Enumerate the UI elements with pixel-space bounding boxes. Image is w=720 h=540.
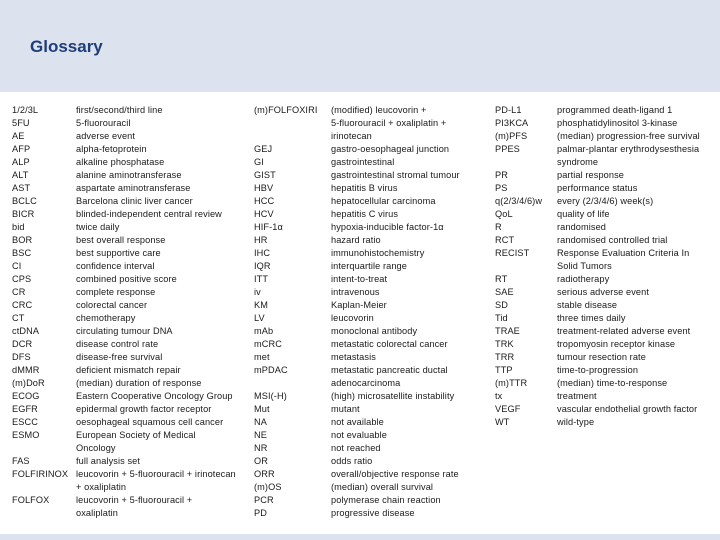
glossary-term: ESMO: [12, 430, 40, 440]
glossary-term: Mut: [254, 404, 270, 414]
glossary-definition: disease-free survival: [76, 352, 163, 362]
glossary-definition: 5-fluorouracil: [76, 118, 131, 128]
glossary-definition: (modified) leucovorin +: [331, 105, 427, 115]
abbreviation-column-2: [254, 104, 317, 520]
glossary-definition: stable disease: [557, 300, 618, 310]
glossary-term: GIST: [254, 170, 276, 180]
glossary-definition: hypoxia-inducible factor-1α: [331, 222, 444, 232]
glossary-definition: randomised controlled trial: [557, 235, 668, 245]
glossary-term: HIF-1α: [254, 222, 283, 232]
glossary-term: KM: [254, 300, 268, 310]
definition-column-3: [557, 104, 700, 429]
glossary-definition: (median) overall survival: [331, 482, 434, 492]
glossary-term: mAb: [254, 326, 274, 336]
glossary-term: (m)FOLFOXIRI: [254, 105, 318, 115]
glossary-term: CI: [12, 261, 22, 271]
glossary-term: TRR: [495, 352, 515, 362]
glossary-term: FOLFIRINOX: [12, 469, 69, 479]
glossary-term: PD: [254, 508, 267, 518]
definition-column-2: [331, 104, 460, 520]
glossary-definition: best overall response: [76, 235, 166, 245]
glossary-definition: gastro-oesophageal junction: [331, 144, 450, 154]
glossary-definition: irinotecan: [331, 131, 372, 141]
glossary-term: 5FU: [12, 118, 30, 128]
glossary-definition: European Society of Medical: [76, 430, 196, 440]
glossary-definition: odds ratio: [331, 456, 373, 466]
glossary-term: [254, 377, 317, 390]
glossary-definition: best supportive care: [76, 248, 161, 258]
glossary-definition: circulating tumour DNA: [76, 326, 173, 336]
glossary-definition: time-to-progression: [557, 365, 639, 375]
glossary-term: HBV: [254, 183, 274, 193]
glossary-definition: leucovorin: [331, 313, 374, 323]
glossary-term: DCR: [12, 339, 33, 349]
glossary-term: TRAE: [495, 326, 520, 336]
glossary-definition: partial response: [557, 170, 624, 180]
glossary-term: met: [254, 352, 270, 362]
glossary-definition: intent-to-treat: [331, 274, 388, 284]
glossary-definition: epidermal growth factor receptor: [76, 404, 212, 414]
glossary-term: NR: [254, 443, 268, 453]
glossary-definition: + oxaliplatin: [76, 482, 127, 492]
glossary-definition: gastrointestinal: [331, 157, 395, 167]
glossary-term: Tid: [495, 313, 508, 323]
glossary-definition: every (2/3/4/6) week(s): [557, 196, 654, 206]
glossary-term: (m)DoR: [12, 378, 45, 388]
glossary-term: RECIST: [495, 248, 530, 258]
glossary-definition: tumour resection rate: [557, 352, 646, 362]
glossary-term: (m)PFS: [495, 131, 528, 141]
glossary-term: TTP: [495, 365, 513, 375]
glossary-term: [254, 117, 317, 130]
glossary-definition: palmar-plantar erythrodysesthesia: [557, 144, 700, 154]
glossary-definition: syndrome: [557, 157, 599, 167]
glossary-term: [12, 442, 68, 455]
glossary-term: CPS: [12, 274, 32, 284]
glossary-definition: Eastern Cooperative Oncology Group: [76, 391, 233, 401]
glossary-definition: metastasis: [331, 352, 376, 362]
glossary-definition: intravenous: [331, 287, 380, 297]
glossary-definition: alanine aminotransferase: [76, 170, 182, 180]
glossary-term: BOR: [12, 235, 33, 245]
glossary-term: NE: [254, 430, 267, 440]
glossary-term: CT: [12, 313, 25, 323]
glossary-definition: quality of life: [557, 209, 610, 219]
glossary-definition: randomised: [557, 222, 607, 232]
glossary-term: TRK: [495, 339, 514, 349]
abbreviation-column-3: [495, 104, 542, 429]
glossary-definition: tropomyosin receptor kinase: [557, 339, 676, 349]
glossary-definition: phosphatidylinositol 3-kinase: [557, 118, 678, 128]
glossary-definition: chemotherapy: [76, 313, 136, 323]
glossary-term: R: [495, 222, 502, 232]
page-title: Glossary: [30, 37, 103, 56]
glossary-term: AFP: [12, 144, 31, 154]
glossary-definition: (median) duration of response: [76, 378, 202, 388]
glossary-term: tx: [495, 391, 503, 401]
glossary-definition: wild-type: [557, 417, 595, 427]
glossary-term: PI3KCA: [495, 118, 529, 128]
glossary-term: WT: [495, 417, 510, 427]
glossary-term: [12, 507, 68, 520]
glossary-definition: Kaplan-Meier: [331, 300, 387, 310]
glossary-definition: combined positive score: [76, 274, 177, 284]
glossary-definition: Oncology: [76, 443, 116, 453]
definition-column-1: [76, 104, 236, 520]
glossary-definition: leucovorin + 5-fluorouracil +: [76, 495, 193, 505]
glossary-definition: metastatic pancreatic ductal: [331, 365, 448, 375]
glossary-term: ALT: [12, 170, 29, 180]
glossary-term: bid: [12, 222, 25, 232]
glossary-definition: immunohistochemistry: [331, 248, 425, 258]
glossary-term: EGFR: [12, 404, 38, 414]
glossary-term: PS: [495, 183, 508, 193]
glossary-definition: mutant: [331, 404, 360, 414]
glossary-term: FAS: [12, 456, 30, 466]
glossary-definition: oxaliplatin: [76, 508, 118, 518]
glossary-term: PPES: [495, 144, 520, 154]
glossary-definition: performance status: [557, 183, 638, 193]
glossary-definition: radiotherapy: [557, 274, 610, 284]
glossary-definition: adverse event: [76, 131, 136, 141]
glossary-definition: hepatitis C virus: [331, 209, 399, 219]
glossary-term: (m)OS: [254, 482, 282, 492]
glossary-definition: Solid Tumors: [557, 261, 612, 271]
glossary-definition: treatment: [557, 391, 597, 401]
glossary-definition: interquartile range: [331, 261, 407, 271]
glossary-definition: vascular endothelial growth factor: [557, 404, 698, 414]
glossary-definition: complete response: [76, 287, 156, 297]
glossary-term: LV: [254, 313, 265, 323]
glossary-term: dMMR: [12, 365, 40, 375]
glossary-definition: three times daily: [557, 313, 626, 323]
glossary-term: ALP: [12, 157, 30, 167]
glossary-definition: not reached: [331, 443, 381, 453]
glossary-term: CRC: [12, 300, 33, 310]
glossary-term: (m)TTR: [495, 378, 528, 388]
glossary-term: FOLFOX: [12, 495, 50, 505]
glossary-term: HR: [254, 235, 268, 245]
glossary-definition: (median) progression-free survival: [557, 131, 700, 141]
glossary-definition: leucovorin + 5-fluorouracil + irinotecan: [76, 469, 236, 479]
glossary-term: BICR: [12, 209, 35, 219]
glossary-definition: not available: [331, 417, 384, 427]
glossary-definition: confidence interval: [76, 261, 155, 271]
glossary-term: mPDAC: [254, 365, 288, 375]
glossary-term: iv: [254, 287, 261, 297]
glossary-term: [495, 156, 542, 169]
glossary-definition: alkaline phosphatase: [76, 157, 165, 167]
glossary-term: CR: [12, 287, 26, 297]
glossary-definition: (high) microsatellite instability: [331, 391, 455, 401]
glossary-definition: full analysis set: [76, 456, 140, 466]
glossary-definition: 5-fluorouracil + oxaliplatin +: [331, 118, 447, 128]
glossary-term: PCR: [254, 495, 274, 505]
glossary-term: 1/2/3L: [12, 105, 39, 115]
glossary-term: ECOG: [12, 391, 40, 401]
glossary-term: SAE: [495, 287, 514, 297]
glossary-term: ESCC: [12, 417, 38, 427]
glossary-definition: polymerase chain reaction: [331, 495, 441, 505]
glossary-definition: hazard ratio: [331, 235, 381, 245]
footer-band: [0, 534, 720, 540]
glossary-term: ORR: [254, 469, 275, 479]
abbreviation-column-1: [12, 104, 68, 520]
glossary-definition: first/second/third line: [76, 105, 163, 115]
glossary-definition: aspartate aminotransferase: [76, 183, 191, 193]
glossary-term: AE: [12, 131, 25, 141]
glossary-definition: alpha-fetoprotein: [76, 144, 147, 154]
glossary-definition: overall/objective response rate: [331, 469, 459, 479]
glossary-definition: Response Evaluation Criteria In: [557, 248, 690, 258]
glossary-definition: treatment-related adverse event: [557, 326, 691, 336]
glossary-definition: hepatocellular carcinoma: [331, 196, 436, 206]
glossary-definition: hepatitis B virus: [331, 183, 398, 193]
glossary-term: PR: [495, 170, 508, 180]
glossary-term: [254, 130, 317, 143]
glossary-term: HCC: [254, 196, 275, 206]
glossary-definition: blinded-independent central review: [76, 209, 222, 219]
glossary-definition: adenocarcinoma: [331, 378, 401, 388]
glossary-definition: metastatic colorectal cancer: [331, 339, 448, 349]
glossary-definition: twice daily: [76, 222, 120, 232]
glossary-term: RT: [495, 274, 508, 284]
glossary-term: AST: [12, 183, 31, 193]
glossary-term: MSI(-H): [254, 391, 287, 401]
glossary-definition: monoclonal antibody: [331, 326, 418, 336]
glossary-term: q(2/3/4/6)w: [495, 196, 543, 206]
glossary-term: QoL: [495, 209, 513, 219]
glossary-term: GEJ: [254, 144, 273, 154]
glossary-definition: (median) time-to-response: [557, 378, 668, 388]
glossary-term: RCT: [495, 235, 515, 245]
glossary-definition: Barcelona clinic liver cancer: [76, 196, 193, 206]
glossary-term: OR: [254, 456, 268, 466]
glossary-term: IHC: [254, 248, 271, 258]
glossary-term: HCV: [254, 209, 274, 219]
glossary-term: BCLC: [12, 196, 37, 206]
glossary-definition: deficient mismatch repair: [76, 365, 181, 375]
glossary-term: GI: [254, 157, 264, 167]
glossary-definition: not evaluable: [331, 430, 387, 440]
glossary-definition: oesophageal squamous cell cancer: [76, 417, 224, 427]
glossary-term: DFS: [12, 352, 31, 362]
glossary-term: BSC: [12, 248, 32, 258]
glossary-term: mCRC: [254, 339, 282, 349]
glossary-term: [12, 481, 68, 494]
glossary-term: SD: [495, 300, 508, 310]
glossary-term: ITT: [254, 274, 269, 284]
glossary-term: ctDNA: [12, 326, 40, 336]
glossary-term: [495, 260, 542, 273]
glossary-definition: colorectal cancer: [76, 300, 148, 310]
glossary-definition: programmed death-ligand 1: [557, 105, 673, 115]
glossary-definition: disease control rate: [76, 339, 159, 349]
header-band: [0, 0, 720, 92]
glossary-term: NA: [254, 417, 267, 427]
glossary-term: IQR: [254, 261, 271, 271]
glossary-term: VEGF: [495, 404, 521, 414]
glossary-definition: gastrointestinal stromal tumour: [331, 170, 460, 180]
glossary-definition: serious adverse event: [557, 287, 649, 297]
glossary-definition: progressive disease: [331, 508, 415, 518]
glossary-term: PD-L1: [495, 105, 522, 115]
